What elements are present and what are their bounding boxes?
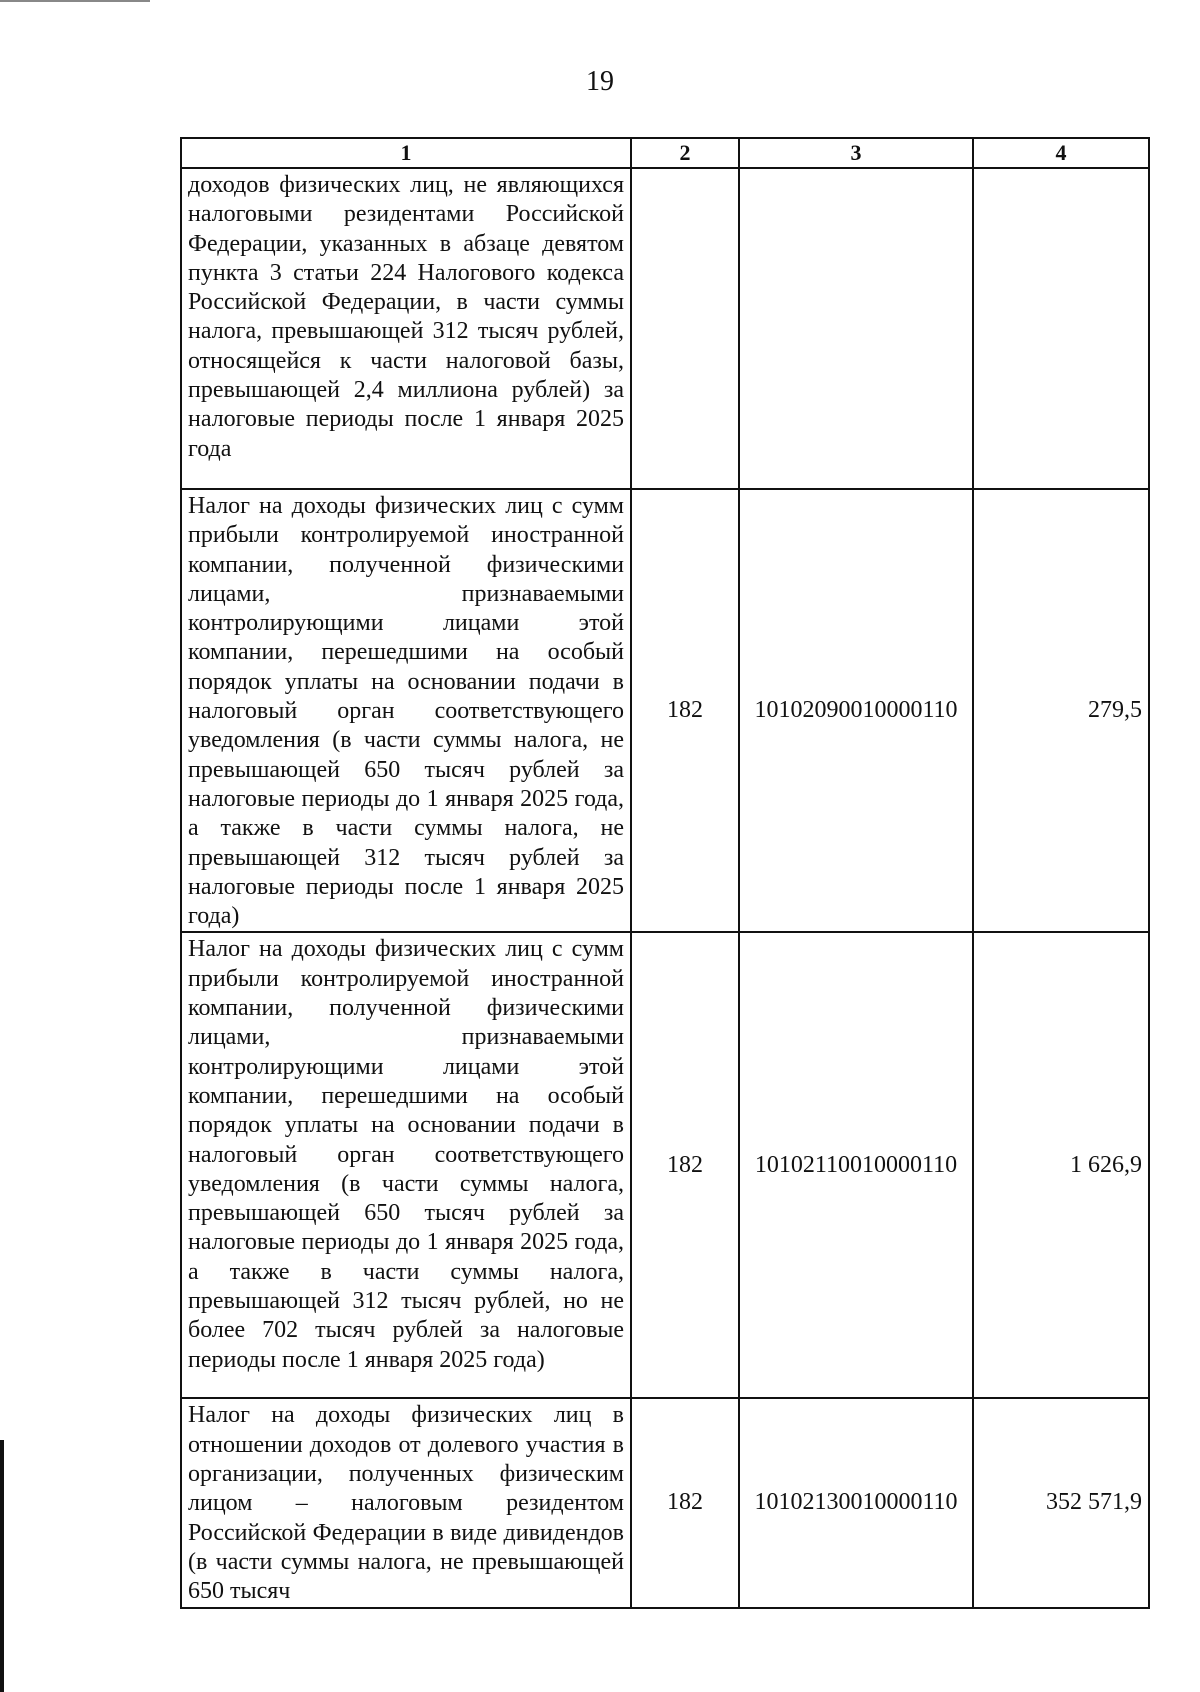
budget-classification-code-cell: 10102110010000110 bbox=[739, 932, 973, 1398]
administrator-code-cell: 182 bbox=[631, 932, 739, 1398]
budget-classification-code-cell bbox=[739, 168, 973, 489]
revenue-name-cell: Налог на доходы физических лиц с сумм прибыли контролируемой иностранной компании, полученной физическими лицами, признаваемыми контролирующими лицами этой компании, перешедшими на особый порядок уплаты на основании подачи в налоговый орган соответствующего уведомления (в части суммы налога, превышающей 650 тысяч рублей за налоговые периоды до 1 января 2025 года, а также в части суммы налога, превышающей 312 тысяч рублей, но не более 702 тысяч рублей за налоговые периоды после 1 января 2025 года) bbox=[181, 932, 631, 1398]
amount-cell bbox=[973, 168, 1149, 489]
scan-artifact-left-edge bbox=[0, 1440, 4, 1692]
amount-cell: 279,5 bbox=[973, 489, 1149, 932]
revenue-name-cell: Налог на доходы физических лиц с сумм прибыли контролируемой иностранной компании, полученной физическими лицами, признаваемыми контролирующими лицами этой компании, перешедшими на особый порядок уплаты на основании подачи в налоговый орган соответствующего уведомления (в части суммы налога, не превышающей 650 тысяч рублей за налоговые периоды до 1 января 2025 года, а также в части суммы налога, не превышающей 312 тысяч рублей за налоговые периоды после 1 января 2025 года) bbox=[181, 489, 631, 932]
table-row bbox=[181, 168, 1149, 489]
table-row bbox=[181, 932, 1149, 1398]
column-header-2: 2 bbox=[631, 138, 739, 168]
column-header-4: 4 bbox=[973, 138, 1149, 168]
revenue-table bbox=[180, 137, 1150, 1609]
amount-cell: 1 626,9 bbox=[973, 932, 1149, 1398]
table-header-row bbox=[181, 138, 1149, 168]
amount-cell: 352 571,9 bbox=[973, 1398, 1149, 1607]
revenue-name-cell: доходов физических лиц, не являющихся налоговыми резидентами Российской Федерации, указанных в абзаце девятом пункта 3 статьи 224 Налогового кодекса Российской Федерации, в части суммы налога, превышающей 312 тысяч рублей, относящейся к части налоговой базы, превышающей 2,4 миллиона рублей) за налоговые периоды после 1 января 2025 года bbox=[181, 168, 631, 489]
budget-classification-code-cell: 10102130010000110 bbox=[739, 1398, 973, 1607]
column-header-3: 3 bbox=[739, 138, 973, 168]
page-number: 19 bbox=[586, 66, 614, 97]
revenue-name-cell: Налог на доходы физических лиц в отношении доходов от долевого участия в организации, полученных физическим лицом – налоговым резидентом Российской Федерации в виде дивидендов (в части суммы налога, не превышающей 650 тысяч bbox=[181, 1398, 631, 1607]
administrator-code-cell bbox=[631, 168, 739, 489]
column-header-1: 1 bbox=[181, 138, 631, 168]
table-row bbox=[181, 489, 1149, 932]
table-row bbox=[181, 1398, 1149, 1607]
budget-classification-code-cell: 10102090010000110 bbox=[739, 489, 973, 932]
scan-artifact-top bbox=[0, 0, 150, 2]
administrator-code-cell: 182 bbox=[631, 489, 739, 932]
administrator-code-cell: 182 bbox=[631, 1398, 739, 1607]
